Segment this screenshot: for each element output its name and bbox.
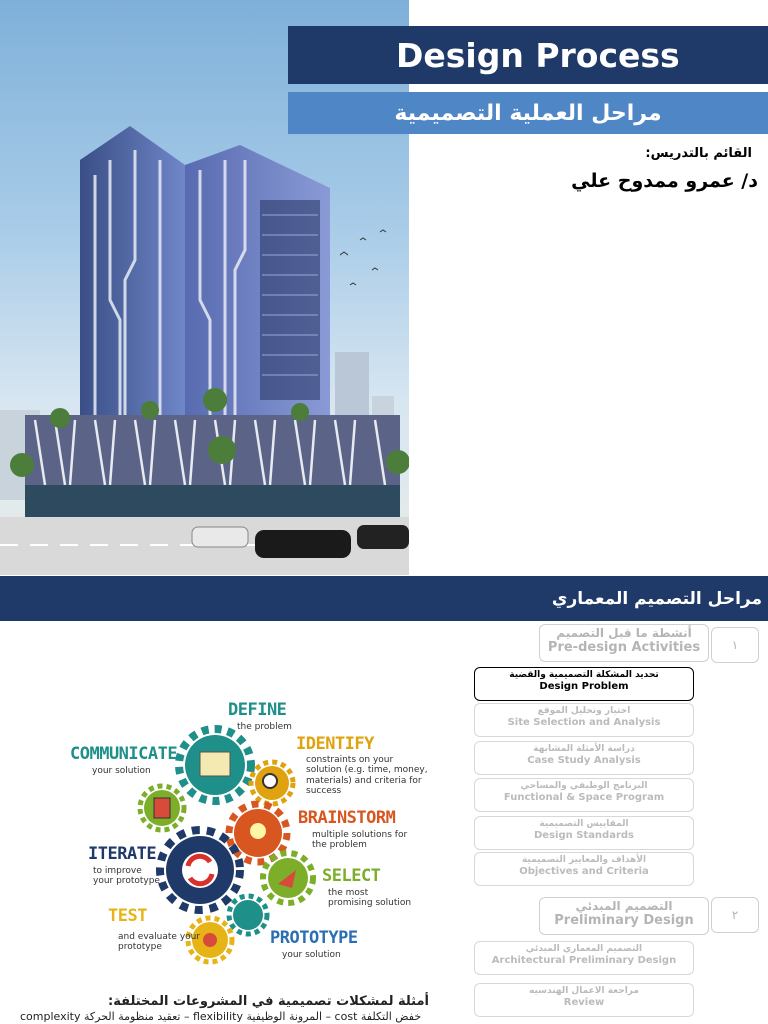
stage-item-design-standards — [474, 816, 694, 850]
stage-ar-label: أنشطة ما قبل التصميم — [556, 626, 692, 640]
stage-item-design-problem — [474, 667, 694, 701]
stage-item-architectural-preliminary — [474, 941, 694, 975]
item-en-label: Site Selection and Analysis — [507, 716, 661, 728]
stage-number-2: ٢ — [711, 897, 759, 933]
item-ar-label: التصميم المعماري المبدئي — [525, 944, 643, 954]
examples-line: complexity تعقيد منظومة الحركة – flexibility المرونة الوظيفية – cost خفض التكلفة — [20, 1010, 422, 1023]
prototype-sub: your solution — [282, 950, 341, 960]
item-ar-label: اختيار وتحليل الموقع — [537, 706, 631, 716]
stage-item-review — [474, 983, 694, 1017]
test-label: TEST — [108, 906, 147, 926]
item-ar-label: مراجعة الاعمال الهندسيه — [529, 986, 639, 996]
stage-item-functional-program — [474, 778, 694, 812]
identify-label: IDENTIFY — [296, 734, 374, 754]
gear-define-icon — [179, 729, 251, 801]
stage-en-label: Preliminary Design — [554, 912, 694, 928]
prototype-label: PROTOTYPE — [270, 928, 358, 948]
building-illustration — [0, 0, 409, 575]
item-en-label: Functional & Space Program — [503, 791, 665, 803]
stage-item-case-study — [474, 741, 694, 775]
stage-pre-design — [539, 624, 709, 662]
brainstorm-sub: multiple solutions for the problem — [312, 830, 408, 851]
item-ar-label: دراسة الأمثلة المشابهة — [533, 744, 635, 754]
item-en-label: Objectives and Criteria — [519, 865, 649, 877]
iterate-sub: to improve your prototype — [93, 866, 160, 887]
item-en-label: Design Standards — [533, 829, 635, 841]
section-title: مراحل التصميم المعماري — [0, 576, 768, 621]
select-sub: the most promising solution — [328, 888, 412, 909]
stage-item-site-selection — [474, 703, 694, 737]
gear-select-icon — [263, 853, 313, 903]
page-subtitle: مراحل العملية التصميمية — [288, 92, 768, 134]
gear-identify-icon — [251, 762, 293, 804]
item-en-label: Design Problem — [539, 680, 629, 692]
examples-title: أمثلة لمشكلات تصميمية في المشروعات المختلفة: — [108, 994, 429, 1009]
item-ar-label: تحديد المشكلة التصميمية والقضية — [509, 670, 659, 680]
stage-en-label: Pre-design Activities — [547, 639, 701, 655]
brainstorm-label: BRAINSTORM — [298, 808, 396, 828]
select-label: SELECT — [322, 866, 381, 886]
instructor-name: د/ عمرو ممدوح علي — [571, 170, 758, 192]
design-process-gear-diagram — [60, 690, 430, 970]
page-title: Design Process — [288, 26, 768, 84]
stage-number-1: ١ — [711, 627, 759, 663]
instructor-label: القائم بالتدريس: — [645, 146, 752, 161]
item-en-label: Review — [563, 996, 605, 1008]
test-sub: and evaluate your prototype — [118, 932, 201, 953]
building-photo — [0, 0, 409, 575]
communicate-sub: your solution — [92, 766, 151, 776]
define-sub: the problem — [237, 722, 292, 732]
gear-communicate-icon — [140, 786, 184, 830]
stage-item-objectives — [474, 852, 694, 886]
communicate-label: COMMUNICATE — [70, 744, 178, 764]
item-ar-label: الأهداف والمعايير التصميمية — [521, 855, 647, 865]
gear-brainstorm-icon — [229, 804, 287, 862]
stage-preliminary-design — [539, 897, 709, 935]
item-ar-label: البرنامج الوظيفي والمساحي — [520, 781, 648, 791]
identify-sub: constraints on your solution (e.g. time, money, materials) and criteria for success — [306, 755, 428, 797]
item-en-label: Architectural Preliminary Design — [491, 954, 677, 966]
define-label: DEFINE — [228, 700, 287, 720]
iterate-label: ITERATE — [88, 844, 157, 864]
item-ar-label: المقاييس التصميمية — [539, 819, 629, 829]
item-en-label: Case Study Analysis — [527, 754, 641, 766]
gear-prototype-icon — [229, 896, 267, 934]
stage-ar-label: التصميم المبدئي — [575, 899, 673, 913]
